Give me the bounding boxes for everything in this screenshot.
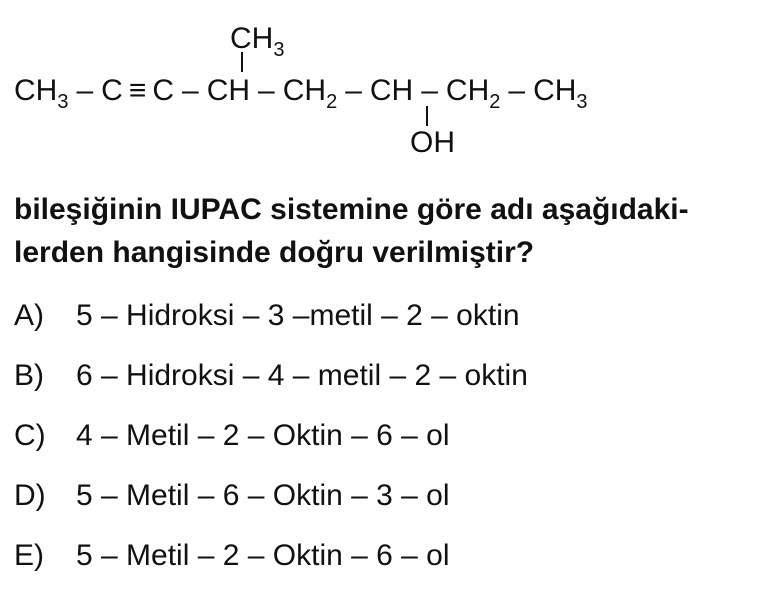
bond-4: – bbox=[258, 74, 275, 107]
group-1-sub: 3 bbox=[57, 91, 69, 113]
question-text bbox=[14, 188, 774, 274]
group-5-sub: 2 bbox=[326, 91, 338, 113]
option-c-text: 4 – Metil – 2 – Oktin – 6 – ol bbox=[76, 419, 450, 452]
option-d[interactable] bbox=[14, 474, 528, 534]
group-1: CH bbox=[14, 74, 58, 107]
option-e-text: 5 – Metil – 2 – Oktin – 6 – ol bbox=[76, 539, 450, 572]
bond-7: – bbox=[508, 74, 526, 107]
bond-2: ≡ bbox=[128, 74, 147, 107]
option-c-letter: C) bbox=[14, 419, 46, 452]
formula-svg bbox=[0, 0, 780, 170]
bond-3: – bbox=[182, 74, 199, 107]
option-b-text: 6 – Hidroksi – 4 – metil – 2 – oktin bbox=[76, 359, 528, 392]
group-5: CH bbox=[282, 74, 327, 107]
option-a-letter: A) bbox=[14, 299, 44, 332]
option-b[interactable] bbox=[14, 354, 528, 414]
bond-5: – bbox=[345, 74, 362, 107]
option-a-text: 5 – Hidroksi – 3 –metil – 2 – oktin bbox=[76, 299, 520, 332]
main-chain bbox=[14, 74, 588, 113]
hydroxyl-branch: OH bbox=[410, 126, 455, 159]
group-6: CH bbox=[369, 74, 414, 107]
group-8: CH bbox=[533, 74, 577, 107]
question-line-1: bileşiğinin IUPAC sistemine göre adı aşağıdaki- bbox=[14, 193, 689, 226]
group-3: C bbox=[152, 74, 175, 107]
option-b-letter: B) bbox=[14, 359, 44, 392]
option-a[interactable] bbox=[14, 294, 528, 354]
group-7-sub: 2 bbox=[489, 91, 501, 113]
question-line-2: lerden hangisinde doğru verilmiştir? bbox=[14, 236, 535, 269]
option-d-text: 5 – Metil – 6 – Oktin – 3 – ol bbox=[76, 479, 450, 512]
option-d-letter: D) bbox=[14, 479, 46, 512]
option-c[interactable] bbox=[14, 414, 528, 474]
bond-1: – bbox=[76, 74, 94, 107]
methyl-branch: $CH_3$ bbox=[230, 22, 285, 61]
structural-formula bbox=[0, 0, 780, 170]
option-e-letter: E) bbox=[14, 539, 44, 572]
group-4: CH bbox=[206, 74, 251, 107]
group-7: CH bbox=[445, 74, 490, 107]
group-8-sub: 3 bbox=[576, 91, 588, 113]
group-2: C bbox=[101, 74, 123, 107]
option-e[interactable] bbox=[14, 534, 528, 594]
bond-6: – bbox=[421, 74, 438, 107]
answer-options bbox=[14, 294, 528, 594]
